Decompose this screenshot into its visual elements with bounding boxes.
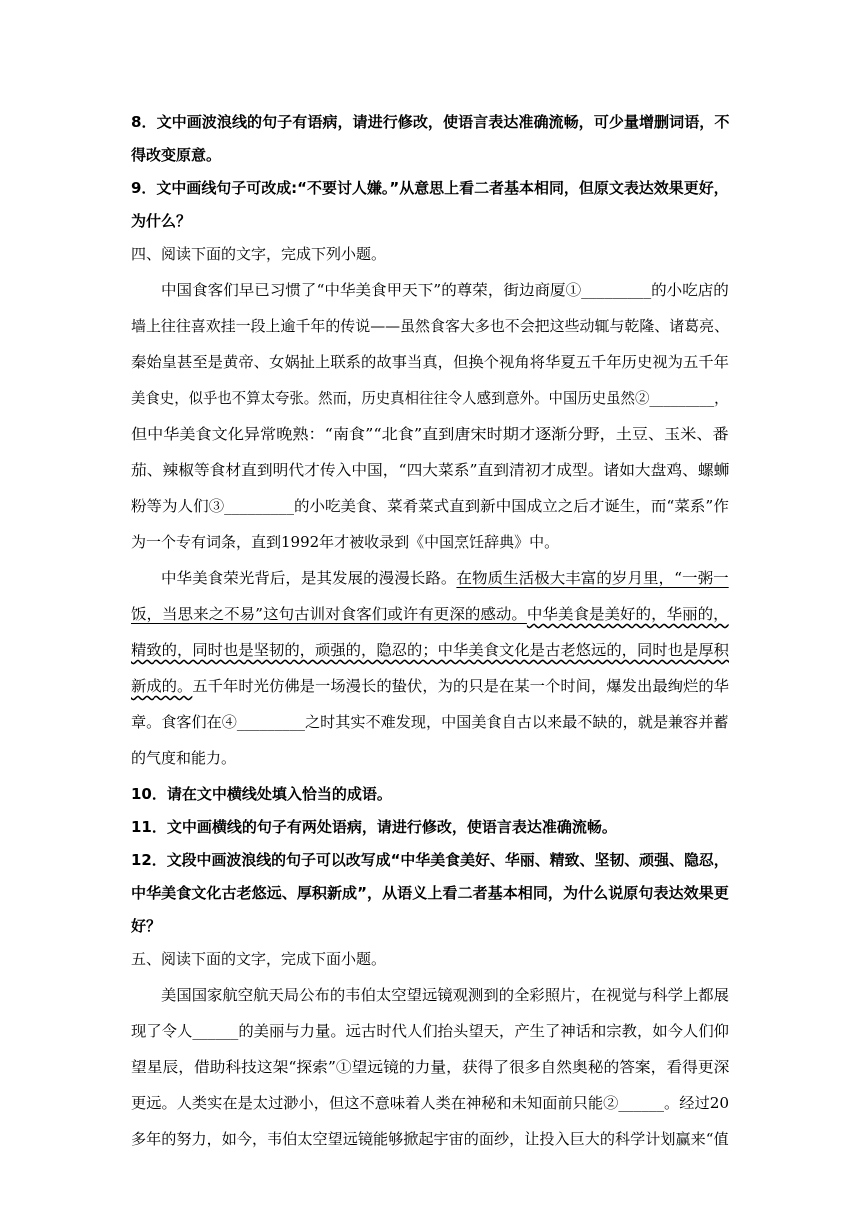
line-22: 中华美食文化古老悠远、厚积新成”，从语义上看二者基本相同，为什么说原句表达效果更 — [131, 884, 729, 902]
line-2: 得改变原意。 — [131, 146, 222, 164]
line-25: 美国国家航空航天局公布的韦伯太空望远镜观测到的全彩照片，在视觉与科学上都展 — [161, 986, 730, 1004]
line-6: 中国食客们早已习惯了“中华美食甲天下”的尊荣，街边商厦①_________的小吃店的 — [161, 281, 729, 299]
line-26: 现了令人______的美丽与力量。远古时代人们抬头望天，产生了神话和宗教，如今人们仰 — [131, 1022, 730, 1040]
line-19: 10．请在文中横线处填入恰当的成语。 — [131, 785, 392, 803]
line-8: 秦始皇甚至是黄帝、女娲扯上联系的故事当真，但换个视角将华夏五千年历史视为五千年 — [131, 353, 730, 371]
line-20: 11．文中画横线的句子有两处语病，请进行修改，使语言表达准确流畅。 — [131, 818, 617, 836]
line-14-underlined: 在物质生活极大丰富的岁月里，“一粥一 — [456, 569, 729, 587]
line-5: 四、阅读下面的文字，完成下列小题。 — [131, 245, 387, 263]
line-14 — [161, 568, 729, 588]
line-16-wavy: 精致的，同时也是坚韧的，顽强的，隐忍的；中华美食文化是古老悠远的，同时也是厚积 — [131, 641, 730, 659]
line-17-mixed — [131, 676, 729, 696]
line-29: 多年的努力，如今，韦伯太空望远镜能够掀起宇宙的面纱，让投入巨大的科学计划赢来“值 — [131, 1130, 729, 1148]
line-21: 12．文段中画波浪线的句子可以改写成“中华美食美好、华丽、精致、坚韧、顽强、隐忍， — [131, 851, 729, 869]
line-10: 但中华美食文化异常晚熟：“南食”“北食”直到唐宋时期才逐渐分野，土豆、玉米、番 — [131, 425, 729, 443]
line-28: 更远。人类实在是太过渺小，但这不意味着人类在神秘和未知面前只能②______。经过20 — [131, 1094, 730, 1112]
line-4: 为什么？ — [131, 212, 192, 230]
line-1: 8．文中画波浪线的句子有语病，请进行修改，使语言表达准确流畅，可少量增删词语，不 — [131, 113, 730, 131]
line-17: 章。食客们在④_________之时其实不难发现，中国美食自古以来最不缺的，就是兼容并蓄 — [131, 713, 729, 731]
line-24: 五、阅读下面的文字，完成下面小题。 — [131, 950, 387, 968]
line-7: 墙上往往喜欢挂一段上逾千年的传说——虽然食客大多也不会把这些动辄与乾隆、诸葛亮、 — [131, 317, 730, 335]
line-23: 好？ — [131, 917, 162, 935]
line-27: 望星辰，借助科技这架“探索”①望远镜的力量，获得了很多自然奥秘的答案，看得更深 — [131, 1058, 730, 1076]
line-18: 的气度和能力。 — [131, 749, 237, 767]
line-12: 粉等为人们③_________的小吃美食、菜肴菜式直到新中国成立之后才诞生，而“菜系”作 — [131, 497, 729, 515]
line-13: 为一个专有词条，直到1992年才被收录到《中国烹饪辞典》中。 — [131, 533, 560, 551]
line-3: 9．文中画线句子可改成:“不要讨人嫌。”从意思上看二者基本相同，但原文表达效果更好， — [131, 179, 729, 197]
line-16 — [131, 640, 729, 660]
line-14-plain: 中华美食荣光背后，是其发展的漫漫长路。 — [161, 569, 457, 587]
line-17-wavy: 新成的。 — [131, 677, 193, 695]
line-15 — [131, 604, 729, 624]
line-9: 美食史，似乎也不算太夸张。然而，历史真相往往令人感到意外。中国历史虽然②_________， — [131, 389, 729, 407]
line-15-underlined: 饭，当思来之不易”这句古训对食客们或许有更深的感动。 — [131, 605, 527, 623]
line-11: 茄、辣椒等食材直到明代才传入中国，“四大菜系”直到清初才成型。诸如大盘鸡、螺蛳 — [131, 461, 730, 479]
line-17-plain: 五千年时光仿佛是一场漫长的蛰伏，为的只是在某一个时间，爆发出最绚烂的华 — [192, 677, 730, 695]
line-15-wavy: 中华美食是美好的，华丽的， — [526, 605, 729, 623]
